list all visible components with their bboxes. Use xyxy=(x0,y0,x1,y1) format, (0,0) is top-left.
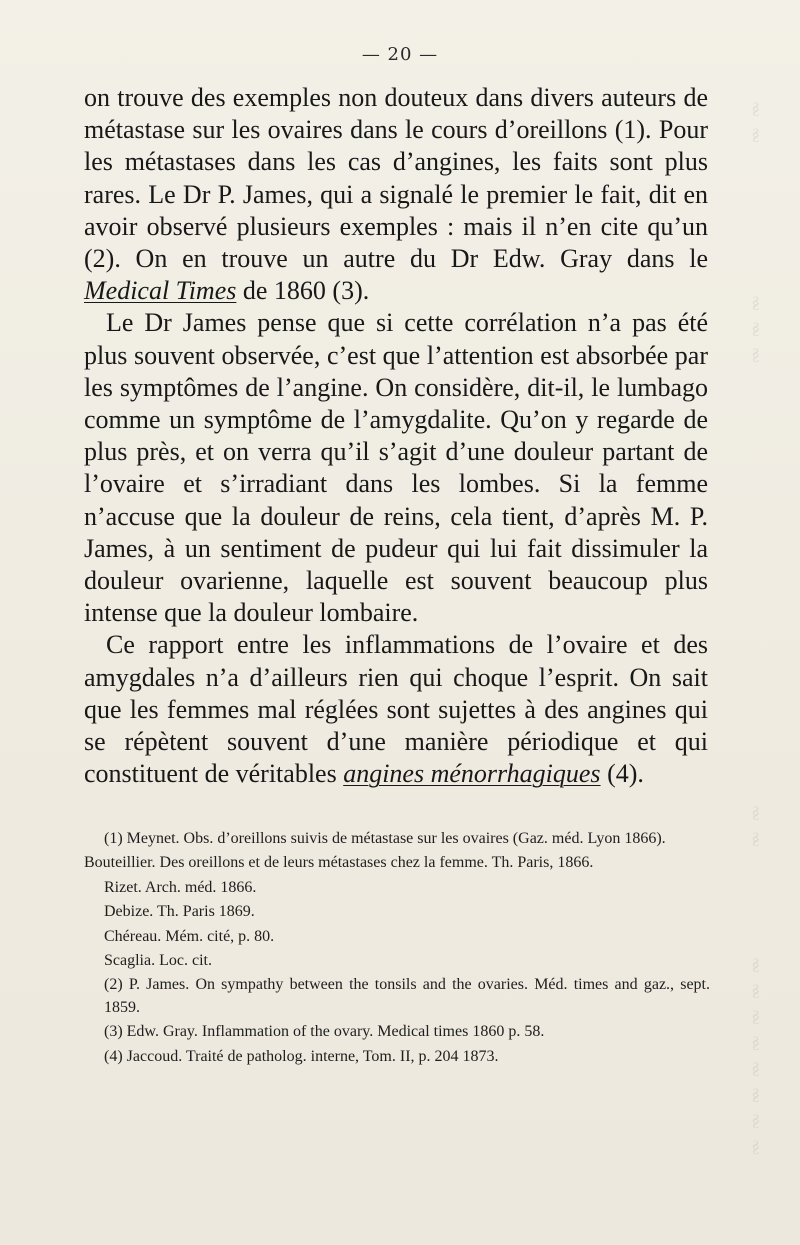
footnote-1-rizet: Rizet. Arch. méd. 1866. xyxy=(104,878,257,896)
footnote-1: (1) Meynet. Obs. d’oreillons suivis de métastase sur les ovaires (Gaz. méd. Lyon 1866). xyxy=(104,830,666,847)
footnotes xyxy=(84,828,710,1068)
footnote-3: (3) Edw. Gray. Inflammation of the ovary. Medical times 1860 p. 58. xyxy=(104,1023,545,1041)
footnote-1-scaglia: Scaglia. Loc. cit. xyxy=(104,952,212,970)
paragraph-2 xyxy=(84,307,708,629)
paragraph-3-text: Ce rapport entre les inflammations de l’ovaire et des amygdales n’a d’ailleurs rien qui choque l’esprit. On sait que les femmes mal réglées sont sujettes à des angines qui se répètent souvent d’une manière périodique et qui constituent de véritables xyxy=(84,630,708,789)
paragraph-3-end: (4). xyxy=(600,759,644,789)
paragraph-3 xyxy=(84,629,708,790)
emphasis-term: angines ménorrhagiques xyxy=(343,759,601,789)
footnote-4: (4) Jaccoud. Traité de patholog. interne, Tom. II, p. 204 1873. xyxy=(104,1047,499,1065)
page-number: — 20 — xyxy=(361,44,439,65)
footnote-1-bouteillier: Bouteillier. Des oreillons et de leurs métastases chez la femme. Th. Paris, 1866. xyxy=(84,854,594,872)
footnote-1-debize: Debize. Th. Paris 1869. xyxy=(104,903,255,921)
paragraph-1-text: on trouve des exemples non douteux dans divers auteurs de métastase sur les ovaires dans le cours d’oreillons (1). Pour les métastases dans les cas d’angines, les faits sont plus rares. Le Dr P. James, qui a signalé le premier le fait, dit en avoir observé plusieurs exemples : mais il n’en cite qu’un (2). On en trouve un autre du Dr Edw. Gray dans le xyxy=(84,83,708,274)
main-text xyxy=(84,82,708,790)
paragraph-1-end: de 1860 (3). xyxy=(236,276,370,306)
footnote-1-chereau: Chéreau. Mém. cité, p. 80. xyxy=(104,927,275,945)
paragraph-1 xyxy=(84,82,708,307)
bleed-through-text: § § § § § § § § § § § § § § § xyxy=(751,99,760,1156)
footnote-2: (2) P. James. On sympathy between the tonsils and the ovaries. Méd. times and gaz., sept. 1859. xyxy=(104,976,710,1016)
paragraph-2-text: Le Dr James pense que si cette corrélation n’a pas été plus souvent observée, c’est que l’attention est absorbée par les symptômes de l’angine. On considère, dit-il, le lumbago comme un symptôme de l’amygdalite. Qu’on y regarde de plus près, et on verra qu’il s’agit d’une douleur partant de l’ovaire et s’irradiant dans les lombes. Si la femme n’accuse que la douleur de reins, cela tient, d’après M. P. James, à un sentiment de pudeur qui lui fait dissimuler la douleur ovarienne, laquelle est souvent beaucoup plus intense que la douleur lombaire. xyxy=(84,308,708,628)
journal-title: Medical Times xyxy=(84,276,237,306)
